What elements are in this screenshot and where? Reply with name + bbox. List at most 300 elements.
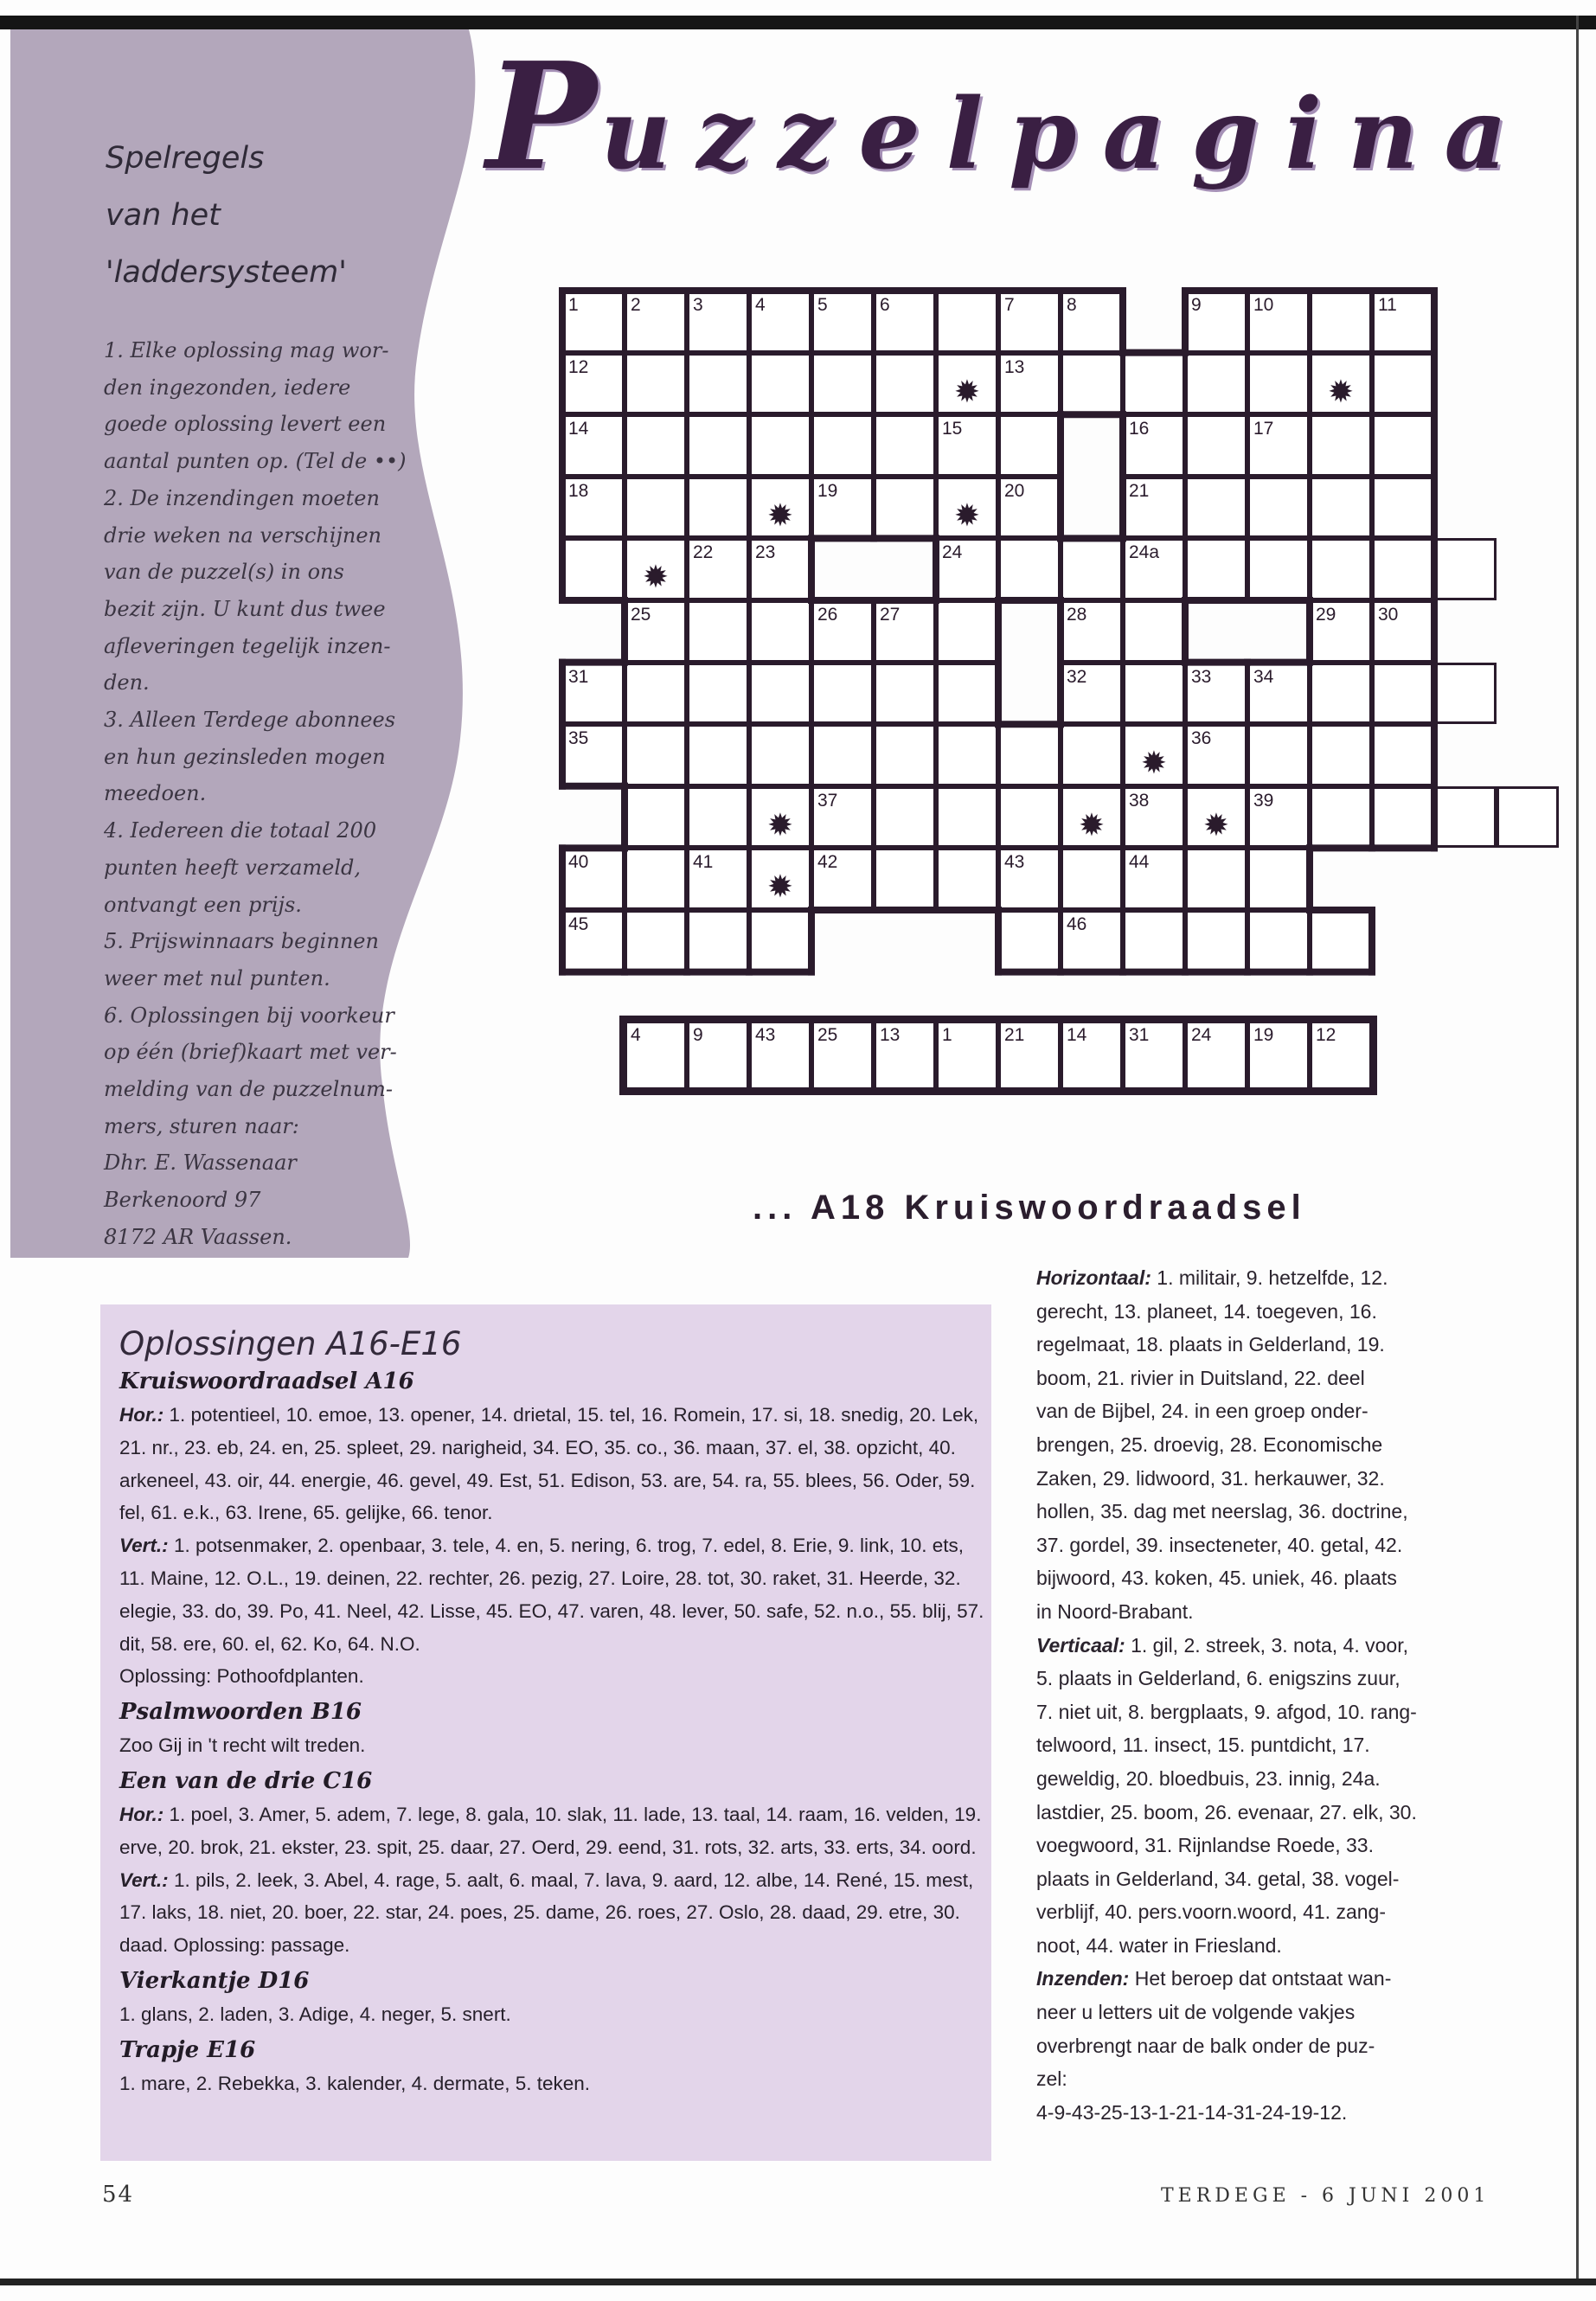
crossword-cell[interactable] xyxy=(625,663,687,725)
crossword-cell[interactable] xyxy=(936,786,998,849)
clue-number: 34 xyxy=(1253,666,1274,687)
crossword-cell[interactable] xyxy=(1310,910,1372,972)
clue-number: 27 xyxy=(880,605,901,625)
clue-number: 15 xyxy=(942,419,963,439)
solution-label: Hor.: xyxy=(119,1404,164,1426)
crossword-cell[interactable] xyxy=(998,538,1061,600)
crossword-cell[interactable] xyxy=(1185,724,1247,786)
crossword-cell[interactable] xyxy=(749,291,811,353)
crossword-cell[interactable] xyxy=(874,291,936,353)
crossword-cell[interactable] xyxy=(936,353,998,415)
crossword-cell[interactable] xyxy=(874,724,936,786)
rule-line: afleveringen tegelijk inzen- xyxy=(104,633,391,658)
star-bonus-icon: ✹ xyxy=(1078,807,1106,843)
clue-line xyxy=(1036,1695,1495,1729)
clue-number: 21 xyxy=(1129,480,1150,501)
star-bonus-icon: ✹ xyxy=(642,560,670,596)
clue-number: 3 xyxy=(693,295,703,315)
clue-line xyxy=(1036,1328,1495,1362)
clue-line xyxy=(1036,2096,1495,2130)
rule-line: 2. De inzendingen moeten xyxy=(104,485,380,510)
crossword-cell[interactable] xyxy=(1372,724,1434,786)
crossword-cell[interactable] xyxy=(998,414,1061,477)
clue-text: 1. militair, 9. hetzelfde, 12. xyxy=(1151,1266,1388,1289)
crossword-cell[interactable] xyxy=(936,663,998,725)
clue-text: bijwoord, 43. koken, 45. uniek, 46. plaats xyxy=(1036,1567,1397,1590)
crossword-cell[interactable] xyxy=(1185,848,1247,910)
crossword-cell[interactable] xyxy=(1123,910,1185,972)
crossword-cell[interactable] xyxy=(1434,786,1497,849)
crossword-cell[interactable] xyxy=(1247,786,1310,849)
solution-text xyxy=(119,1729,984,1762)
crossword-cell[interactable] xyxy=(1247,477,1310,539)
crossword-cell[interactable] xyxy=(1372,414,1434,477)
crossword-cell[interactable] xyxy=(1497,786,1559,849)
solution-body: Zoo Gij in 't recht wilt treden. xyxy=(119,1734,366,1757)
solution-bar-cell[interactable] xyxy=(1310,1021,1372,1090)
crossword-cell[interactable] xyxy=(811,477,874,539)
puzzle-title: ... A18 Kruiswoordraadsel xyxy=(753,1189,1306,1227)
crossword-cell[interactable] xyxy=(1310,786,1372,849)
rules-title-line: 'laddersysteem' xyxy=(106,255,347,290)
clue-text: plaats in Gelderland, 34. getal, 38. vogel- xyxy=(1036,1867,1400,1890)
rule-line: van de puzzel(s) in ons xyxy=(104,560,344,585)
clue-number: 12 xyxy=(568,356,589,377)
solution-body: 1. glans, 2. laden, 3. Adige, 4. neger, 5. snert. xyxy=(119,2003,511,2025)
clue-number: 14 xyxy=(568,419,589,439)
clue-number: 13 xyxy=(1004,356,1025,377)
crossword-cell[interactable] xyxy=(1123,477,1185,539)
clue-line xyxy=(1036,1394,1495,1428)
crossword-cell[interactable] xyxy=(1247,848,1310,910)
crossword-cell[interactable] xyxy=(1185,663,1247,725)
crossword-cell[interactable] xyxy=(749,724,811,786)
solution-text xyxy=(119,1660,984,1693)
crossword-cell[interactable] xyxy=(1061,538,1123,600)
rule-line: en hun gezinsleden mogen xyxy=(104,744,386,769)
crossword-cell[interactable] xyxy=(687,477,749,539)
crossword-cell[interactable] xyxy=(1185,291,1247,353)
crossword-cell[interactable] xyxy=(1185,353,1247,415)
clue-number: 33 xyxy=(1191,666,1212,687)
clue-number: 26 xyxy=(817,605,838,625)
crossword-cell[interactable] xyxy=(625,786,687,849)
clue-line xyxy=(1036,1662,1495,1695)
crossword-cell[interactable] xyxy=(936,600,998,663)
clue-number: 30 xyxy=(1378,605,1399,625)
clue-line xyxy=(1036,1261,1495,1295)
crossword-cell[interactable] xyxy=(625,600,687,663)
crossword-cell[interactable] xyxy=(1434,663,1497,725)
star-bonus-icon: ✹ xyxy=(1202,807,1230,843)
crossword-cell[interactable] xyxy=(1247,724,1310,786)
crossword-cell[interactable] xyxy=(687,724,749,786)
crossword-cell[interactable] xyxy=(1372,786,1434,849)
solution-bar-number: 12 xyxy=(1316,1025,1336,1045)
crossword-cell[interactable] xyxy=(749,353,811,415)
clue-number: 8 xyxy=(1067,295,1077,315)
page-title xyxy=(486,30,1534,203)
crossword-cell[interactable] xyxy=(1061,910,1123,972)
crossword-cell[interactable] xyxy=(1247,663,1310,725)
crossword-cell[interactable] xyxy=(625,353,687,415)
crossword-cell[interactable] xyxy=(562,353,625,415)
crossword-cell[interactable] xyxy=(562,538,625,600)
crossword-cell[interactable] xyxy=(998,477,1061,539)
clue-line xyxy=(1036,1895,1495,1929)
clue-label: Verticaal: xyxy=(1036,1633,1125,1657)
star-bonus-icon: ✹ xyxy=(1327,374,1355,410)
solution-bar-cell[interactable] xyxy=(1185,1021,1247,1090)
rule-line: op één (brief)kaart met ver- xyxy=(104,1040,397,1065)
solution-section-title: Trapje E16 xyxy=(119,2036,256,2063)
crossword-cell[interactable] xyxy=(936,724,998,786)
star-bonus-icon: ✹ xyxy=(766,497,794,534)
crossword-cell[interactable] xyxy=(1372,538,1434,600)
crossword-cell[interactable] xyxy=(1061,353,1123,415)
crossword-cell[interactable] xyxy=(1247,414,1310,477)
solution-text xyxy=(119,1998,984,2031)
crossword-cell[interactable] xyxy=(1372,600,1434,663)
solution-bar-cell[interactable] xyxy=(874,1021,936,1090)
crossword-cell[interactable] xyxy=(687,414,749,477)
crossword-cell[interactable] xyxy=(625,414,687,477)
crossword-cell[interactable] xyxy=(1061,724,1123,786)
solution-bar-cell[interactable] xyxy=(1247,1021,1310,1090)
crossword-cell[interactable] xyxy=(1185,910,1247,972)
clue-number: 25 xyxy=(631,605,651,625)
clue-label: Horizontaal: xyxy=(1036,1266,1151,1289)
clue-number: 39 xyxy=(1253,790,1274,811)
rule-line: bezit zijn. U kunt dus twee xyxy=(104,596,386,621)
clue-number: 18 xyxy=(568,480,589,501)
clue-text: 5. plaats in Gelderland, 6. enigszins zuur, xyxy=(1036,1667,1401,1690)
crossword-cell[interactable] xyxy=(811,663,874,725)
rule-line: weer met nul punten. xyxy=(104,965,330,990)
clue-line xyxy=(1036,1462,1495,1496)
clue-text: van de Bijbel, 24. in een groep onder- xyxy=(1036,1400,1368,1423)
crossword-cell[interactable] xyxy=(1185,786,1247,849)
rules-title-line: van het xyxy=(106,198,221,233)
crossword-cell[interactable] xyxy=(749,848,811,910)
rule-line: ontvangt een prijs. xyxy=(104,892,302,917)
magazine-footer: TERDEGE - 6 JUNI 2001 xyxy=(1161,2185,1490,2207)
crossword-cell[interactable] xyxy=(1310,724,1372,786)
crossword-cell[interactable] xyxy=(874,848,936,910)
crossword-cell[interactable] xyxy=(1185,538,1247,600)
solution-bar-cell[interactable] xyxy=(998,1021,1061,1090)
crossword-cell[interactable] xyxy=(687,538,749,600)
crossword-cell[interactable] xyxy=(874,786,936,849)
crossword-cell[interactable] xyxy=(1123,663,1185,725)
crossword-cell[interactable] xyxy=(998,786,1061,849)
crossword-cell[interactable] xyxy=(998,291,1061,353)
crossword-cell[interactable] xyxy=(625,477,687,539)
crossword-cell[interactable] xyxy=(1434,538,1497,600)
crossword-cell[interactable] xyxy=(562,848,625,910)
crossword-cell[interactable] xyxy=(749,663,811,725)
clue-line xyxy=(1036,1996,1495,2029)
crossword-cell[interactable] xyxy=(1310,353,1372,415)
crossword-cell[interactable] xyxy=(874,477,936,539)
clue-text: overbrengt naar de balk onder de puz- xyxy=(1036,2034,1375,2057)
crossword-cell[interactable] xyxy=(1310,663,1372,725)
solution-bar-cell[interactable] xyxy=(625,1021,687,1090)
crossword-cell[interactable] xyxy=(1061,291,1123,353)
crossword-cell[interactable] xyxy=(1310,291,1372,353)
page-title-initial: P xyxy=(486,30,600,203)
crossword-cell[interactable] xyxy=(811,353,874,415)
clue-line xyxy=(1036,1962,1495,1996)
solution-bar-number: 31 xyxy=(1129,1025,1150,1045)
crossword-cell[interactable] xyxy=(625,724,687,786)
clue-number: 32 xyxy=(1067,666,1087,687)
solution-text xyxy=(119,1864,984,1962)
crossword-cell[interactable] xyxy=(998,724,1061,786)
crossword-cell[interactable] xyxy=(1310,600,1372,663)
crossword-cell[interactable] xyxy=(687,663,749,725)
crossword-cell[interactable] xyxy=(811,291,874,353)
solution-section-title: Vierkantje D16 xyxy=(119,1967,310,1994)
clue-number: 38 xyxy=(1129,790,1150,811)
crossword-cell[interactable] xyxy=(1247,538,1310,600)
crossword-cell[interactable] xyxy=(1310,538,1372,600)
solution-bar-cell[interactable] xyxy=(936,1021,998,1090)
crossword-cell[interactable] xyxy=(562,663,625,725)
solution-body: Oplossing: Pothoofdplanten. xyxy=(119,1665,364,1688)
rule-line: goede oplossing levert een xyxy=(104,412,387,437)
solution-body: 1. potsenmaker, 2. openbaar, 3. tele, 4. en, 5. nering, 6. trog, 7. edel, 8. Erie, 9. link, 10. ets, 11. Maine, 12. O.L., 19. deinen, 22. rechter, 26. pezig, 27. Loire, 28. tot, 30. raket, 31. Heerde, 32. elegie, 33. do, 39. Po, 41. Neel, 42. Lisse, 45. EO, 47. varen, 48. lever, 50. safe, 52. n.o., 55. blij, 57. dit, 58. ere, 60. el, 62. Ko, 64. N.O. xyxy=(119,1535,984,1655)
crossword-cell[interactable] xyxy=(1061,786,1123,849)
clue-number: 43 xyxy=(1004,852,1025,873)
crossword-cell[interactable] xyxy=(1123,848,1185,910)
crossword-cell[interactable] xyxy=(687,353,749,415)
crossword-cell[interactable] xyxy=(811,724,874,786)
clue-number: 19 xyxy=(817,480,838,501)
crossword-cell[interactable] xyxy=(1372,477,1434,539)
crossword-cell[interactable] xyxy=(811,848,874,910)
clue-line xyxy=(1036,1829,1495,1862)
solution-bar-number: 24 xyxy=(1191,1025,1212,1045)
clue-line xyxy=(1036,1529,1495,1562)
clue-text: 4-9-43-25-13-1-21-14-31-24-19-12. xyxy=(1036,2100,1348,2124)
clue-number: 45 xyxy=(568,914,589,934)
clue-text: hollen, 35. dag met neerslag, 36. doctrine, xyxy=(1036,1500,1408,1523)
crossword-cell[interactable] xyxy=(1123,414,1185,477)
rules-title-line: Spelregels xyxy=(106,141,265,176)
star-bonus-icon: ✹ xyxy=(766,869,794,906)
crossword-cell[interactable] xyxy=(749,910,811,972)
solution-body: 1. poel, 3. Amer, 5. adem, 7. lege, 8. gala, 10. slak, 11. lade, 13. taal, 14. raam, 16. velden, 19. erve, 20. brok, 21. ekster, 23. spit, 25. daar, 27. Oerd, 29. eend, 31. rots, 32. arts, 33. erts, 34. oord. xyxy=(119,1803,982,1858)
crossword-cell[interactable] xyxy=(687,786,749,849)
crossword-cell[interactable] xyxy=(1247,291,1310,353)
clue-line xyxy=(1036,1561,1495,1595)
crossword-cell[interactable] xyxy=(749,414,811,477)
crossword-cell[interactable] xyxy=(811,600,874,663)
crossword-cell[interactable] xyxy=(625,291,687,353)
crossword-cell[interactable] xyxy=(1310,414,1372,477)
crossword-cell[interactable] xyxy=(1061,663,1123,725)
rules-title xyxy=(106,130,400,301)
crossword-cell[interactable] xyxy=(1247,353,1310,415)
solution-label: Vert.: xyxy=(119,1868,169,1891)
clue-number: 23 xyxy=(755,542,776,563)
clue-line xyxy=(1036,1929,1495,1963)
solution-bar-number: 1 xyxy=(942,1025,952,1045)
clue-text: 37. gordel, 39. insecteneter, 40. getal, 42. xyxy=(1036,1533,1403,1556)
crossword-cell[interactable] xyxy=(749,786,811,849)
rule-line: 4. Iedereen die totaal 200 xyxy=(104,818,377,843)
page-number: 54 xyxy=(102,2182,135,2208)
solution-bar-number: 25 xyxy=(817,1025,838,1045)
crossword-cell[interactable] xyxy=(998,910,1061,972)
clue-text: gerecht, 13. planeet, 14. toegeven, 16. xyxy=(1036,1299,1377,1323)
solutions-box xyxy=(100,1304,991,2161)
crossword-cell[interactable] xyxy=(811,414,874,477)
solution-bar-cell[interactable] xyxy=(811,1021,874,1090)
crossword-cell[interactable] xyxy=(1185,414,1247,477)
solution-bar-number: 19 xyxy=(1253,1025,1274,1045)
crossword-cell[interactable] xyxy=(1372,291,1434,353)
crossword-cell[interactable] xyxy=(936,291,998,353)
clue-label: Inzenden: xyxy=(1036,1967,1130,1990)
crossword-cell[interactable] xyxy=(562,724,625,786)
crossword-cell[interactable] xyxy=(1372,663,1434,725)
clue-text: telwoord, 11. insect, 15. puntdicht, 17. xyxy=(1036,1734,1370,1757)
solution-bar-number: 4 xyxy=(631,1025,641,1045)
solution-bar-number: 14 xyxy=(1067,1025,1087,1045)
solution-text xyxy=(119,1529,984,1660)
bottom-border xyxy=(0,2279,1596,2285)
clue-line xyxy=(1036,1762,1495,1796)
clue-number: 9 xyxy=(1191,295,1202,315)
clue-line xyxy=(1036,2062,1495,2096)
rule-line: Dhr. E. Wassenaar xyxy=(104,1150,297,1176)
crossword-cell[interactable] xyxy=(874,414,936,477)
clue-line xyxy=(1036,1428,1495,1462)
clue-line xyxy=(1036,1295,1495,1329)
crossword-cell[interactable] xyxy=(562,477,625,539)
clue-number: 1 xyxy=(568,295,579,315)
crossword-cell[interactable] xyxy=(625,910,687,972)
crossword-cell[interactable] xyxy=(749,538,811,600)
crossword-cell[interactable] xyxy=(687,600,749,663)
clue-number: 42 xyxy=(817,852,838,873)
solution-bar-cell[interactable] xyxy=(1123,1021,1185,1090)
star-bonus-icon: ✹ xyxy=(1140,746,1168,782)
crossword-cell[interactable] xyxy=(1310,477,1372,539)
crossword-cell[interactable] xyxy=(1123,724,1185,786)
crossword-cell[interactable] xyxy=(874,353,936,415)
crossword-cell[interactable] xyxy=(874,600,936,663)
crossword-cell[interactable] xyxy=(749,600,811,663)
clue-text: boom, 21. rivier in Duitsland, 22. deel xyxy=(1036,1366,1365,1389)
solution-bar-cell[interactable] xyxy=(1061,1021,1123,1090)
rule-line: aantal punten op. (Tel de ••) xyxy=(104,449,407,474)
crossword-cell[interactable] xyxy=(562,291,625,353)
crossword-cell[interactable] xyxy=(811,786,874,849)
clue-line xyxy=(1036,1796,1495,1830)
clue-number: 35 xyxy=(568,728,589,749)
clue-line xyxy=(1036,1862,1495,1896)
crossword-cell[interactable] xyxy=(1123,600,1185,663)
crossword-cell[interactable] xyxy=(625,848,687,910)
top-border xyxy=(0,16,1596,29)
crossword-cell[interactable] xyxy=(874,663,936,725)
crossword-cell[interactable] xyxy=(1123,353,1185,415)
clue-text: voegwoord, 31. Rijnlandse Roede, 33. xyxy=(1036,1834,1374,1857)
crossword-cell[interactable] xyxy=(687,910,749,972)
solution-section-title: Psalmwoorden B16 xyxy=(119,1699,362,1726)
solution-body: 1. potentieel, 10. emoe, 13. opener, 14. drietal, 15. tel, 16. Romein, 17. si, 18. snedig, 20. Lek, 21. nr., 23. eb, 24. en, 25. spleet, 29. narigheid, 34. EO, 35. co., 36. maan, 37. el, 38. opzicht, 40. arkeneel, 43. oir, 44. energie, 46. gevel, 49. Est, 51. Edison, 53. are, 54. ra, 55. blees, 56. Oder, 59. fel, 61. e.k., 63. Irene, 65. gelijke, 66. tenor. xyxy=(119,1404,979,1524)
crossword-cell[interactable] xyxy=(1061,600,1123,663)
crossword-cell[interactable] xyxy=(687,291,749,353)
rule-line: Berkenoord 97 xyxy=(104,1188,261,1213)
crossword-cell[interactable] xyxy=(936,477,998,539)
crossword-cell[interactable] xyxy=(1372,353,1434,415)
crossword-cell[interactable] xyxy=(562,910,625,972)
clue-number: 24a xyxy=(1129,542,1160,563)
crossword-cell[interactable] xyxy=(562,414,625,477)
solution-bar-number: 21 xyxy=(1004,1025,1025,1045)
rule-line: 3. Alleen Terdege abonnees xyxy=(104,708,396,733)
rule-line: den ingezonden, iedere xyxy=(104,375,351,400)
solution-body: 1. pils, 2. leek, 3. Abel, 4. rage, 5. aalt, 6. maal, 7. lava, 9. aard, 12. albe, 14. René, 15. mest, 17. laks, 18. niet, 20. boer, 22. star, 24. poes, 25. dame, 26. roes, 27. Oslo, 28. daad, 29. etre, 30. daad. Oplossing: passage. xyxy=(119,1868,974,1957)
clue-number: 46 xyxy=(1067,914,1087,934)
crossword-cell[interactable] xyxy=(625,538,687,600)
solution-bar-cell[interactable] xyxy=(749,1021,811,1090)
clue-line xyxy=(1036,1495,1495,1529)
crossword-cell[interactable] xyxy=(998,848,1061,910)
rule-line: mers, sturen naar: xyxy=(104,1113,299,1138)
clue-text: brengen, 25. droevig, 28. Economische xyxy=(1036,1433,1383,1456)
clue-number: 36 xyxy=(1191,728,1212,749)
crossword-cell[interactable] xyxy=(936,848,998,910)
clue-number: 16 xyxy=(1129,419,1150,439)
crossword-cell[interactable] xyxy=(687,848,749,910)
clue-number: 31 xyxy=(568,666,589,687)
rule-line: meedoen. xyxy=(104,781,207,806)
crossword-cell[interactable] xyxy=(1061,848,1123,910)
solution-label: Hor.: xyxy=(119,1803,164,1825)
clue-text: verblijf, 40. pers.voorn.woord, 41. zang- xyxy=(1036,1900,1386,1924)
crossword-cell[interactable] xyxy=(1123,538,1185,600)
crossword-cell[interactable] xyxy=(1123,786,1185,849)
solution-body: 1. mare, 2. Rebekka, 3. kalender, 4. dermate, 5. teken. xyxy=(119,2072,591,2094)
crossword-cell[interactable] xyxy=(936,414,998,477)
crossword-cell[interactable] xyxy=(749,477,811,539)
crossword-cell[interactable] xyxy=(1247,910,1310,972)
clue-number: 5 xyxy=(817,295,828,315)
solutions-heading: Oplossingen A16-E16 xyxy=(119,1325,462,1362)
clue-text: zel: xyxy=(1036,2067,1067,2091)
clue-line xyxy=(1036,1362,1495,1395)
clue-number: 44 xyxy=(1129,852,1150,873)
crossword-cell[interactable] xyxy=(998,353,1061,415)
solution-text xyxy=(119,1798,984,1864)
clue-number: 29 xyxy=(1316,605,1336,625)
solution-bar-cell[interactable] xyxy=(687,1021,749,1090)
clue-number: 4 xyxy=(755,295,766,315)
clue-text: 1. gil, 2. streek, 3. nota, 4. voor, xyxy=(1125,1633,1408,1657)
clue-line xyxy=(1036,1629,1495,1663)
solution-bar-number: 43 xyxy=(755,1025,776,1045)
rule-line: drie weken na verschijnen xyxy=(104,522,381,548)
solution-label: Vert.: xyxy=(119,1535,169,1557)
crossword-cell[interactable] xyxy=(1185,477,1247,539)
crossword-cell[interactable] xyxy=(936,538,998,600)
solution-text xyxy=(119,2067,984,2100)
